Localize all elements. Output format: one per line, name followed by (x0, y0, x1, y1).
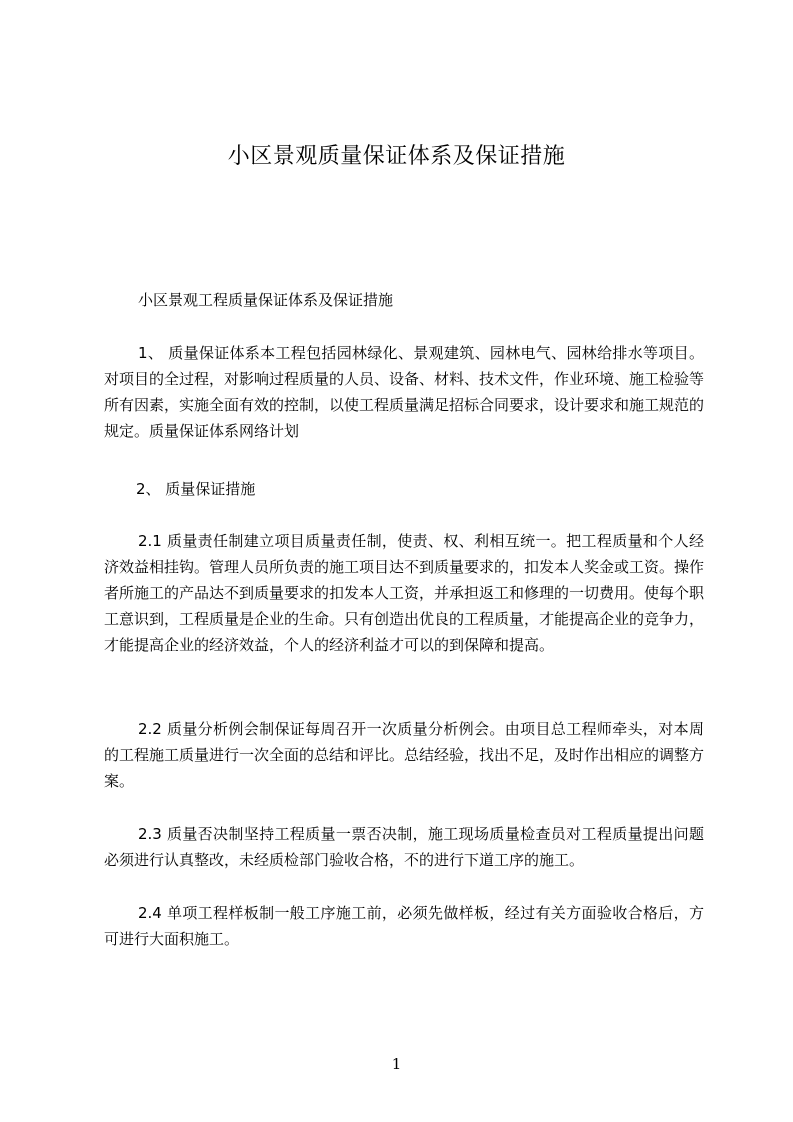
paragraph-2-3: 2.3 质量否决制坚持工程质量一票否决制，施工现场质量检查员对工程质量提出问题必须进行认真整改，未经质检部门验收合格，不的进行下道工序的施工。 (104, 825, 704, 869)
paragraph-quality-system: 1、 质量保证体系本工程包括园林绿化、景观建筑、园林电气、园林给排水等项目。对项目的全过程，对影响过程质量的人员、设备、材料、技术文件，作业环境、施工检验等所有因素，实施全面有效的控制，以使工程质量满足招标合同要求，设计要求和施工规范的规定。质量保证体系网络计划 (104, 344, 705, 440)
page-title: 小区景观质量保证体系及保证措施 (227, 144, 566, 169)
paragraph-2-1: 2.1 质量责任制建立项目质量责任制，使责、权、利相互统一。把工程质量和个人经济效益相挂钩。管理人员所负责的施工项目达不到质量要求的，扣发本人奖金或工资。操作者所施工的产品达不到质量要求的扣发本人工资，并承担返工和修理的一切费用。使每个职工意识到，工程质量是企业的生命。只有创造出优良的工程质量，才能提高企业的竞争力，才能提高企业的经济效益，个人的经济利益才可以的到保障和提高。 (104, 532, 705, 654)
document-subtitle: 小区景观工程质量保证体系及保证措施 (138, 291, 394, 309)
paragraph-2-2: 2.2 质量分析例会制保证每周召开一次质量分析例会。由项目总工程师牵头，对本周的工程施工质量进行一次全面的总结和评比。总结经验，找出不足，及时作出相应的调整方案。 (104, 720, 705, 790)
paragraph-2-4: 2.4 单项工程样板制一般工序施工前，必须先做样板，经过有关方面验收合格后，方可进行大面积施工。 (104, 904, 704, 948)
section-heading-measures: 2、 质量保证措施 (136, 480, 256, 498)
page-number: 1 (391, 1055, 402, 1073)
